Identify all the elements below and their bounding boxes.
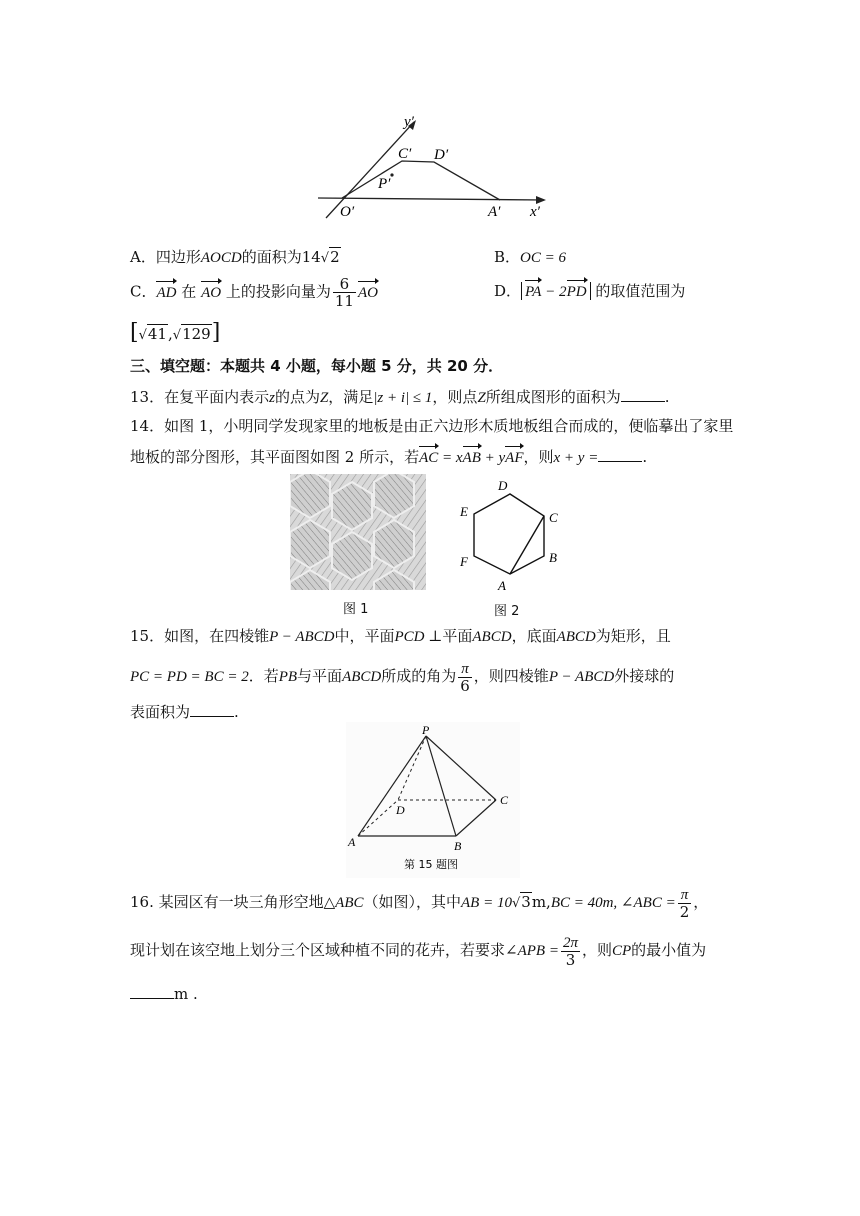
point-p bbox=[390, 173, 393, 176]
quadrilateral-figure bbox=[316, 112, 552, 224]
q15-pb: PB bbox=[278, 669, 298, 685]
q14-end: . bbox=[642, 448, 648, 466]
option-c bbox=[130, 276, 378, 309]
q15-text-7: 与平面 bbox=[297, 667, 343, 685]
q16-triangle: △ABC bbox=[323, 895, 364, 911]
option-c-text: 在 bbox=[181, 282, 197, 301]
q15-text-2: 中，平面 bbox=[334, 627, 395, 645]
figure-1-caption: 图 1 bbox=[343, 602, 369, 617]
label-o: O′ bbox=[340, 204, 355, 220]
label-x: x′ bbox=[530, 204, 540, 220]
q16-apb-den: 3 bbox=[565, 950, 576, 969]
section-heading: 三、填空题：本题共 4 小题，每小题 5 分，共 20 分． bbox=[130, 357, 504, 375]
option-b-expr: OC = 6 bbox=[520, 250, 566, 266]
q15-pabcd: P − ABCD bbox=[269, 629, 335, 645]
q15-text-1: 15．如图，在四棱锥 bbox=[130, 627, 270, 645]
q16-text-1: 16. 某园区有一块三角形空地 bbox=[130, 893, 324, 911]
hex-label-f: F bbox=[460, 554, 468, 569]
hexagon-diagram bbox=[454, 476, 564, 596]
x-axis-arrow bbox=[536, 196, 546, 204]
label-p: P′ bbox=[378, 176, 391, 192]
range-left: 41 bbox=[147, 325, 167, 343]
q13-z: z bbox=[269, 390, 275, 406]
vector-ab: AB bbox=[463, 447, 481, 469]
q14-text-2: ，则 bbox=[523, 448, 554, 466]
option-a-text: 的面积为14 bbox=[241, 248, 321, 266]
q13-Z: Z bbox=[319, 390, 329, 406]
option-a-prefix: A．四边形 bbox=[130, 248, 201, 266]
q14-plus: + y bbox=[480, 450, 506, 466]
label-a: A′ bbox=[488, 204, 501, 220]
question-16-line-2 bbox=[130, 932, 706, 969]
q15-answer-blank[interactable] bbox=[190, 700, 234, 717]
option-c-prefix: C． bbox=[130, 282, 157, 301]
pyr-caption: 第 15 题图 bbox=[404, 858, 458, 871]
q15-text-6: ．若 bbox=[248, 667, 279, 685]
vector-pd: PD bbox=[567, 281, 587, 303]
vector-af: AF bbox=[505, 447, 523, 469]
q13-answer-blank[interactable] bbox=[621, 385, 665, 402]
q15-pcd: PCD ⊥ bbox=[394, 629, 443, 645]
pyr-label-b: B bbox=[454, 839, 462, 853]
q15-text-11: 表面积为 bbox=[130, 703, 191, 721]
option-d-prefix: D． bbox=[494, 282, 522, 300]
option-a: A．四边形AOCD的面积为14√2 bbox=[130, 248, 340, 266]
option-d-range: [√41,√129] bbox=[130, 320, 221, 345]
q16-bc: BC = 40m, ∠ABC = bbox=[550, 895, 676, 911]
q16-text-2: （如图），其中 bbox=[363, 893, 462, 911]
vector-ac: AC bbox=[419, 447, 438, 469]
q15-pabcd-2: P − ABCD bbox=[548, 669, 615, 685]
vector-ao-2: AO bbox=[358, 282, 378, 304]
option-c-den: 11 bbox=[334, 292, 354, 310]
q13-text-2: 的点为 bbox=[274, 388, 320, 406]
question-14-line-1: 14．如图 1，小明同学发现家里的地板是由正六边形木质地板组合而成的，便临摹出了家里 bbox=[130, 417, 734, 435]
q14-eq: = x bbox=[438, 450, 463, 466]
pyr-label-d: D bbox=[396, 803, 405, 817]
q16-unit: m . bbox=[174, 985, 198, 1003]
q16-angle-num: π bbox=[678, 887, 692, 904]
label-d: D′ bbox=[434, 147, 449, 163]
q14-xy: x + y = bbox=[553, 450, 599, 466]
question-15-line-3 bbox=[130, 700, 239, 723]
question-16-line-1: 16. 某园区有一块三角形空地△ABC（如图），其中AB = 10√3m,BC = 40m, ∠ABC = $\frac{\pi}{2}$ ， bbox=[130, 886, 709, 921]
q13-text-1: 13．在复平面内表示 bbox=[130, 388, 270, 406]
hex-label-d: D bbox=[498, 478, 508, 493]
q16-ab-unit: m, bbox=[531, 893, 551, 911]
q13-text-5: 所组成图形的面积为 bbox=[485, 388, 621, 406]
q15-text-3: 平面 bbox=[442, 627, 473, 645]
vector-ad: AD bbox=[156, 282, 176, 304]
q13-text-4: ，则点 bbox=[432, 388, 478, 406]
q15-abcd-3: ABCD bbox=[342, 669, 382, 685]
hex-label-b: B bbox=[549, 550, 557, 565]
q15-text-8: 所成的角为 bbox=[381, 667, 457, 685]
option-c-num: 6 bbox=[333, 276, 356, 293]
question-16-line-3 bbox=[130, 982, 198, 1005]
option-c-text-2: 上的投影向量为 bbox=[225, 282, 331, 301]
pyr-label-a: A bbox=[348, 835, 356, 849]
q15-abcd-2: ABCD bbox=[556, 629, 596, 645]
q16-comma: ， bbox=[693, 893, 709, 911]
q14-answer-blank[interactable] bbox=[598, 445, 642, 462]
q16-text-4: ，则 bbox=[581, 941, 612, 959]
q15-angle-num: π bbox=[458, 661, 472, 678]
q16-angle-den: 2 bbox=[679, 902, 690, 921]
q14-text-1: 地板的部分图形，其平面图如图 2 所示，若 bbox=[130, 448, 420, 466]
hex-label-e: E bbox=[460, 504, 468, 519]
hex-label-c: C bbox=[549, 510, 558, 525]
pyr-label-c: C bbox=[500, 793, 509, 807]
pyr-label-p: P bbox=[422, 723, 430, 737]
option-d-minus: − 2 bbox=[541, 284, 567, 300]
q16-answer-blank[interactable] bbox=[130, 982, 174, 999]
q15-angle-den: 6 bbox=[460, 676, 470, 695]
question-14-line-2 bbox=[130, 445, 647, 469]
q15-text-4: ，底面 bbox=[511, 627, 557, 645]
q16-cp: CP bbox=[611, 943, 632, 959]
q15-text-9: ，则四棱锥 bbox=[473, 667, 549, 685]
hexagon-floor-photo bbox=[290, 474, 426, 590]
q13-end: . bbox=[664, 388, 670, 406]
question-13 bbox=[130, 385, 670, 409]
hex-label-a: A bbox=[498, 578, 506, 593]
vector-ao: AO bbox=[201, 282, 221, 304]
option-b-prefix: B． bbox=[494, 248, 521, 266]
label-c: C′ bbox=[398, 146, 412, 162]
vector-pa: PA bbox=[525, 281, 541, 303]
pyramid-figure bbox=[346, 722, 520, 878]
q15-end: . bbox=[234, 703, 239, 721]
option-d bbox=[494, 280, 685, 303]
q15-text-5: 为矩形，且 bbox=[595, 627, 671, 645]
q13-text-3: ，满足 bbox=[328, 388, 374, 406]
q16-ab-sqrt: 3 bbox=[521, 893, 531, 911]
range-right: 129 bbox=[182, 325, 211, 343]
option-a-name: AOCD bbox=[200, 250, 242, 266]
question-15-line-2 bbox=[130, 658, 674, 695]
q16-apb-num: 2π bbox=[562, 934, 578, 951]
q16-text-3: 现计划在该空地上划分三个区域种植不同的花卉，若要求 bbox=[130, 941, 506, 959]
label-y: y′ bbox=[404, 114, 414, 130]
q16-ab: AB = 10 bbox=[461, 895, 512, 911]
quadrilateral-outline bbox=[342, 161, 500, 200]
q15-equalities: PC = PD = BC = 2 bbox=[130, 669, 249, 685]
option-b bbox=[494, 246, 566, 269]
q13-condition: |z + i| ≤ 1 bbox=[373, 390, 433, 406]
option-a-sqrt: 2 bbox=[330, 248, 340, 266]
q16-apb: ∠APB = bbox=[505, 943, 559, 959]
q13-Z-2: Z bbox=[477, 390, 486, 406]
x-axis bbox=[318, 198, 544, 200]
option-d-text: 的取值范围为 bbox=[595, 282, 686, 300]
q15-abcd-1: ABCD bbox=[472, 629, 512, 645]
q15-text-10: 外接球的 bbox=[614, 667, 675, 685]
q16-text-5: 的最小值为 bbox=[631, 941, 707, 959]
figure-2-caption: 图 2 bbox=[494, 604, 520, 619]
question-15-line-1 bbox=[130, 625, 671, 648]
